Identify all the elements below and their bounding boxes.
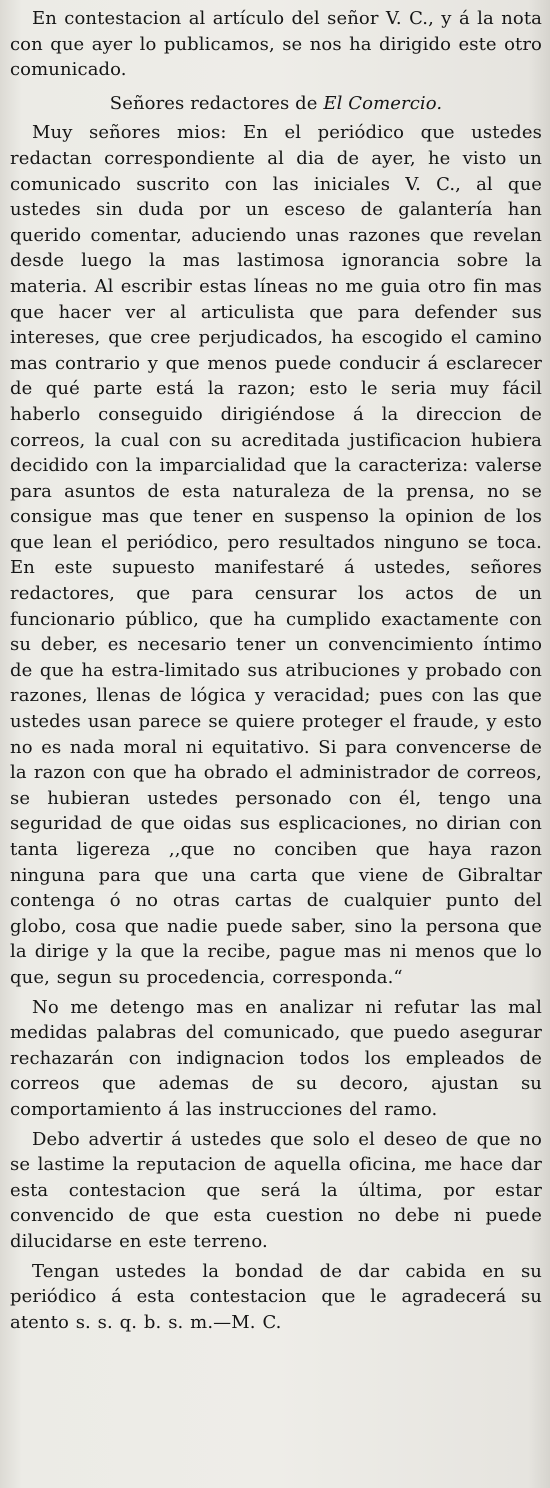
warning-paragraph: Debo advertir á ustedes que solo el deseo de que no se lastime la reputacion de aquella oficina, me hace dar esta contestacion que será la última, por estar convencido de que esta cuestion no debe ni puede dilucidarse en este terreno. [10, 1128, 542, 1252]
refutation-paragraph: No me detengo mas en analizar ni refutar las mal medidas palabras del comunicado, que puedo asegurar rechazarán con indignacion todos los empleados de correos que ademas de su decoro, ajustan su comportamiento á las instrucciones del ramo. [10, 996, 542, 1120]
newspaper-name: El Comercio. [323, 92, 443, 114]
intro-paragraph: En contestacion al artículo del señor V. C., y á la nota con que ayer lo publicamos, se nos ha dirigido este otro comunicado. [10, 8, 542, 81]
salutation-line [10, 91, 542, 117]
closing-paragraph: Tengan ustedes la bondad de dar cabida en su periódico á esta contestacion que le agradecerá su atento s. s. q. b. s. m.—M. C. [10, 1260, 542, 1333]
letter-body-paragraph: Muy señores mios: En el periódico que ustedes redactan correspondiente al dia de ayer, he visto un comunicado suscrito con las iniciales V. C., al que ustedes sin duda por un esceso de galantería han querido comentar, aduciendo unas razones que revelan desde luego la mas lastimosa ignorancia sobre la materia. Al escribir estas líneas no me guia otro fin mas que hacer ver al articulista que para defender sus intereses, que cree perjudicados, ha escogido el camino mas contrario y que menos puede conducir á esclarecer de qué parte está la razon; esto le seria muy fácil haberlo conseguido dirigiéndose á la direccion de correos, la cual con su acreditada justificacion hubiera decidido con la imparcialidad que la caracteriza: valerse para asuntos de esta naturaleza de la prensa, no se consigue mas que tener en suspenso la opinion de los que lean el periódico, pero resultados ninguno se toca. En este supuesto manifestaré á ustedes, señores redactores, que para censurar los actos de un funcionario público, que ha cumplido exactamente con su deber, es necesario tener un convencimiento íntimo de que ha estra-limitado sus atribuciones y probado con razones, llenas de lógica y veracidad; pues con las que ustedes usan parece se quiere proteger el fraude, y esto no es nada moral ni equitativo. Si para convencerse de la razon con que ha obrado el administrador de correos, se hubieran ustedes personado con él, tengo una seguridad de que oidas sus esplicaciones, no dirian con tanta ligereza ,,que no conciben que haya razon ninguna para que una carta que viene de Gibraltar contenga ó no otras cartas de cualquier punto del globo, cosa que nadie puede saber, sino la persona que la dirige y la que la recibe, pague mas ni menos que lo que, segun su procedencia, corresponda.“ [10, 122, 542, 988]
salutation-text: Señores redactores de [109, 92, 324, 114]
